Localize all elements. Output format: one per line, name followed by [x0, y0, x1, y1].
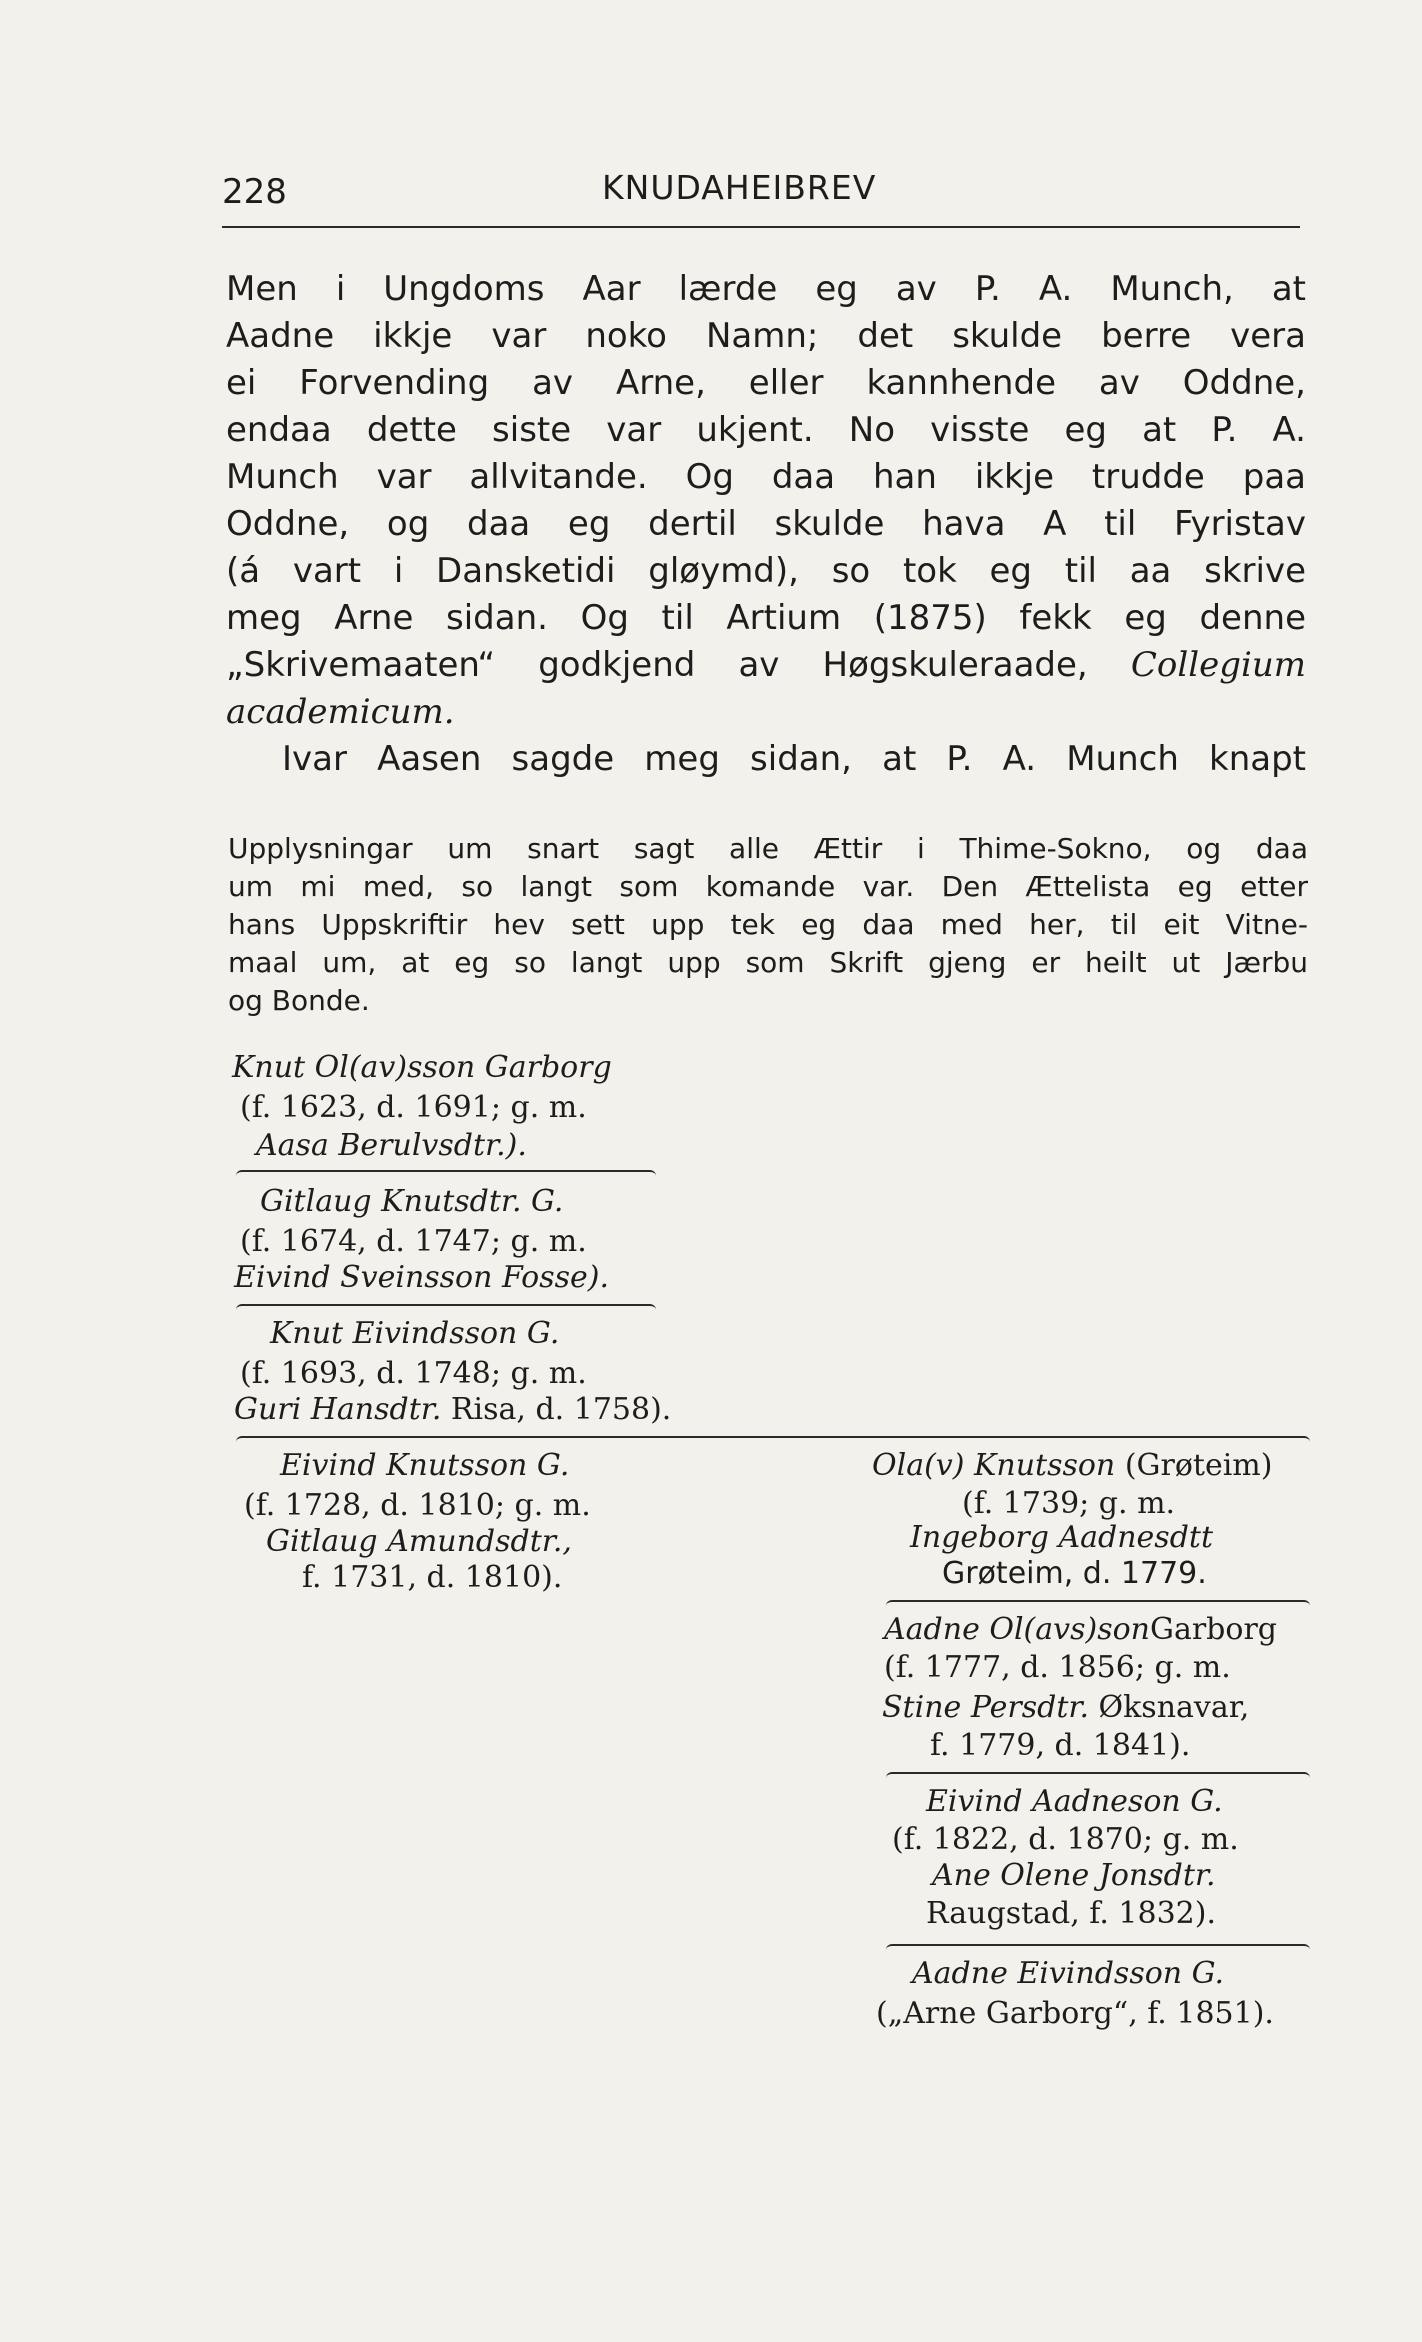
genealogy-spouse: Gitlaug Amundsdtr., [266, 1524, 572, 1559]
genealogy-spouse [234, 1390, 671, 1430]
genealogy-dates: („Arne Garborg“, f. 1851). [876, 1996, 1274, 2031]
genealogy-name [884, 1610, 1277, 1650]
running-title: KNUDAHEIBREV [602, 168, 877, 207]
note-line: hans Uppskriftir hev sett upp tek eg daa med her, til eit Vitne- [228, 908, 1308, 941]
genealogy-name-italic: Ola(v) Knutsson [872, 1448, 1116, 1483]
genealogy-spouse-dates: f. 1731, d. 1810). [302, 1560, 563, 1595]
genealogy-spouse [882, 1688, 1249, 1728]
body-line: academicum. [226, 692, 455, 732]
genealogy-spouse-dates: Raugstad, f. 1832). [926, 1896, 1216, 1931]
body-line: meg Arne sidan. Og til Artium (1875) fekk eg denne [226, 598, 1306, 638]
genealogy-dates: (f. 1674, d. 1747; g. m. [240, 1224, 587, 1259]
genealogy-dates: (f. 1739; g. m. [962, 1486, 1176, 1521]
genealogy-spouse: Ane Olene Jonsdtr. [932, 1858, 1216, 1893]
note-line: um mi med, so langt som komande var. Den Ættelista eg etter [228, 870, 1308, 903]
genealogy-spouse: Aasa Berulvsdtr.). [256, 1128, 527, 1163]
genealogy-dates: (f. 1822, d. 1870; g. m. [892, 1822, 1239, 1857]
genealogy-dates: (f. 1777, d. 1856; g. m. [884, 1650, 1231, 1685]
genealogy-farm: Garborg [1149, 1612, 1277, 1647]
note-line: maal um, at eg so langt upp som Skrift gjeng er heilt ut Jærbu [228, 946, 1308, 979]
genealogy-name: Gitlaug Knutsdtr. G. [260, 1184, 564, 1219]
genealogy-dates: (f. 1693, d. 1748; g. m. [240, 1356, 587, 1391]
genealogy-spouse: Ingeborg Aadnesdtt [910, 1520, 1214, 1555]
body-line-text: „Skrivemaaten“ godkjend av Høgskuleraade, [226, 645, 1088, 685]
note-line: Upplysningar um snart sagt alle Ættir i Thime-Sokno, og daa [228, 832, 1308, 865]
genealogy-dates: (f. 1728, d. 1810; g. m. [244, 1488, 591, 1523]
genealogy-place: (Grøteim) [1124, 1448, 1273, 1483]
genealogy-name: Eivind Aadneson G. [926, 1784, 1223, 1819]
genealogy-name: Aadne Eivindsson G. [912, 1956, 1225, 1991]
generation-brace [236, 1170, 656, 1182]
genealogy-spouse-place: Grøteim, d. 1779. [942, 1556, 1207, 1591]
body-line: endaa dette siste var ukjent. No visste eg at P. A. [226, 410, 1306, 450]
body-line: Oddne, og daa eg dertil skulde hava A til Fyristav [226, 504, 1306, 544]
genealogy-spouse: Eivind Sveinsson Fosse). [234, 1260, 609, 1295]
body-line: Ivar Aasen sagde meg sidan, at P. A. Munch knapt [282, 739, 1306, 779]
genealogy-name: Knut Ol(av)sson Garborg [232, 1050, 612, 1085]
body-line: ei Forvending av Arne, eller kannhende av Oddne, [226, 363, 1306, 403]
genealogy-spouse-place: Øksnavar, [1098, 1690, 1250, 1725]
body-line: Munch var allvitande. Og daa han ikkje trudde paa [226, 457, 1306, 497]
genealogy-name [872, 1446, 1272, 1486]
genealogy-spouse-name: Guri Hansdtr. [234, 1392, 442, 1427]
genealogy-name: Eivind Knutsson G. [280, 1448, 570, 1483]
note-line: og Bonde. [228, 984, 370, 1017]
genealogy-spouse-dates: f. 1779, d. 1841). [930, 1728, 1191, 1763]
genealogy-spouse-name: Stine Persdtr. [882, 1690, 1089, 1725]
page-number: 228 [222, 172, 287, 212]
genealogy-name-italic: Aadne Ol(avs)son [884, 1612, 1150, 1647]
genealogy-name: Knut Eivindsson G. [270, 1316, 560, 1351]
body-line: (á vart i Dansketidi gløymd), so tok eg til aa skrive [226, 551, 1306, 591]
body-line: Men i Ungdoms Aar lærde eg av P. A. Munch, at [226, 269, 1306, 309]
genealogy-dates: (f. 1623, d. 1691; g. m. [240, 1090, 587, 1125]
body-line: Aadne ikkje var noko Namn; det skulde berre vera [226, 316, 1306, 356]
genealogy-spouse-place: Risa, d. 1758). [450, 1392, 672, 1427]
body-line-italic: Collegium [1130, 645, 1306, 685]
